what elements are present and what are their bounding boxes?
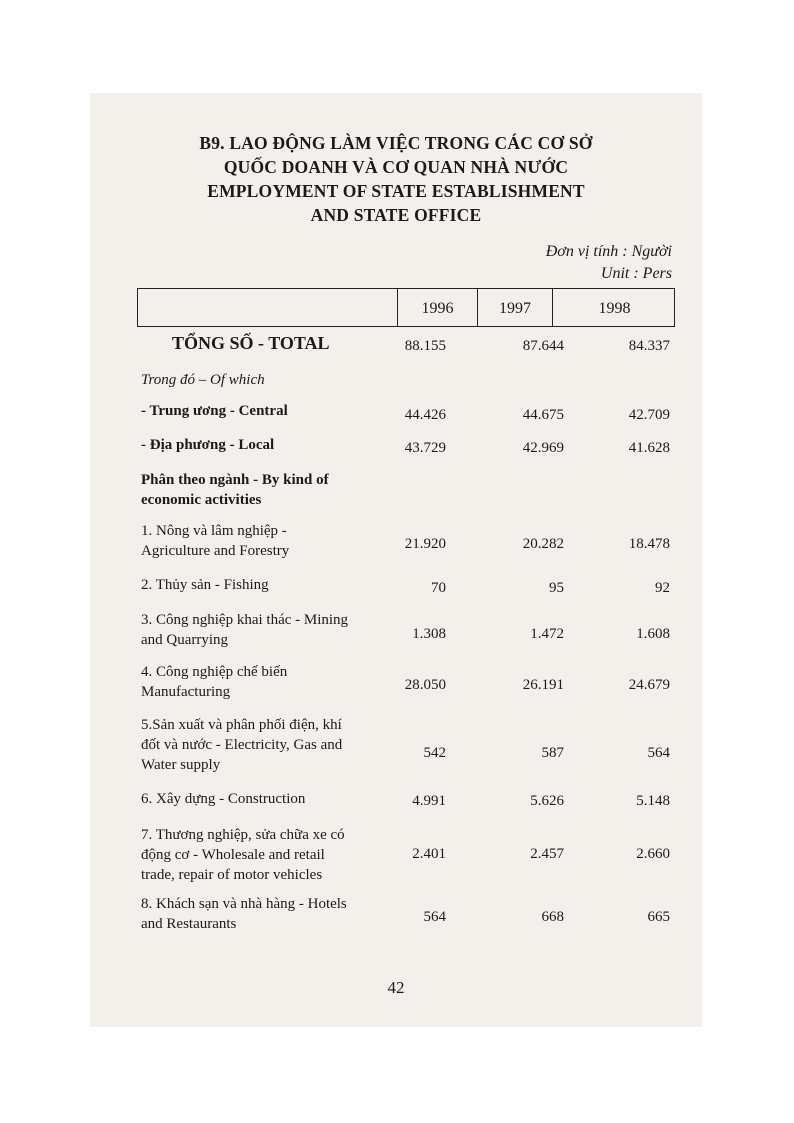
total-1998: 84.337 [628,338,670,354]
row-label-line: 6. Xây dựng - Construction [141,791,306,807]
row-value-1997: 5.626 [530,793,564,809]
row-value-1998: 2.660 [636,846,670,862]
table-title [90,131,702,227]
row-label [141,521,289,561]
central-1997: 44.675 [522,407,564,423]
row-value-1998: 564 [647,745,670,761]
table-header [137,288,675,327]
row-label-line: Agriculture and Forestry [141,543,290,559]
title-line-4: AND STATE OFFICE [310,205,482,225]
row-value-1998: 1.608 [636,626,670,642]
row-label-line: and Restaurants [141,916,237,932]
local-1998: 41.628 [628,440,670,456]
header-year-1996: 1996 [397,289,477,326]
header-year-1997: 1997 [477,289,552,326]
title-line-2: QUỐC DOANH VÀ CƠ QUAN NHÀ NƯỚC [223,157,569,177]
central-1998: 42.709 [628,407,670,423]
by-kind-label [141,470,329,510]
header-year-1998: 1998 [552,289,676,326]
row-label [141,894,347,934]
row-value-1997: 587 [541,745,564,761]
row-value-1996: 2.401 [412,846,446,862]
local-1997: 42.969 [522,440,564,456]
row-label-line: 8. Khách sạn và nhà hàng - Hotels [141,896,347,912]
row-value-1996: 1.308 [412,626,446,642]
row-label-line: 4. Công nghiệp chế biến [141,664,288,680]
total-1997: 87.644 [522,338,564,354]
title-line-1: B9. LAO ĐỘNG LÀM VIỆC TRONG CÁC CƠ SỞ [199,133,593,153]
row-value-1998: 92 [655,580,670,596]
local-1996: 43.729 [404,440,446,456]
row-label [141,662,287,702]
row-value-1996: 28.050 [404,677,446,693]
row-label-line: trade, repair of motor vehicles [141,867,323,883]
unit-english: Unit : Pers [600,265,672,282]
row-label-line: 7. Thương nghiệp, sửa chữa xe có [141,827,345,843]
row-value-1996: 4.991 [412,793,446,809]
of-which-label: Trong đó – Of which [141,372,265,388]
row-label-line: động cơ - Wholesale and retail [141,847,325,863]
row-value-1997: 20.282 [522,536,564,552]
local-label: - Địa phương - Local [141,437,275,453]
row-value-1996: 70 [431,580,446,596]
row-label-line: 1. Nông và lâm nghiệp - [141,523,287,539]
row-label-line: Water supply [141,757,221,773]
unit-vietnamese: Đơn vị tính : Người [545,243,672,260]
row-value-1997: 26.191 [522,677,564,693]
document-page [90,93,702,1027]
row-label-line: 2. Thủy sản - Fishing [141,577,269,593]
title-line-3: EMPLOYMENT OF STATE ESTABLISHMENT [207,181,585,201]
row-value-1998: 5.148 [636,793,670,809]
row-label-line: đốt và nước - Electricity, Gas and [141,737,343,753]
row-value-1996: 542 [423,745,446,761]
page-number: 42 [387,978,405,997]
row-value-1998: 24.679 [628,677,670,693]
by-kind-line-1: Phân theo ngành - By kind of [141,472,329,488]
row-value-1998: 665 [647,909,670,925]
row-value-1997: 668 [541,909,564,925]
row-label-line: Manufacturing [141,684,231,700]
row-value-1998: 18.478 [628,536,670,552]
row-label-line: and Quarrying [141,632,229,648]
row-value-1997: 1.472 [530,626,564,642]
row-label [141,715,342,775]
central-1996: 44.426 [404,407,446,423]
row-label [141,789,305,809]
total-1996: 88.155 [404,338,446,354]
row-label [141,610,348,650]
row-value-1996: 564 [423,909,446,925]
by-kind-line-2: economic activities [141,492,262,508]
row-label-line: 3. Công nghiệp khai thác - Mining [141,612,349,628]
row-label-line: 5.Sản xuất và phân phối điện, khí [141,717,342,733]
row-label [141,575,269,595]
row-value-1996: 21.920 [404,536,446,552]
row-label [141,825,345,885]
central-label: - Trung ương - Central [141,403,288,419]
row-value-1997: 95 [549,580,564,596]
total-label: TỔNG SỐ - TOTAL [172,333,330,353]
row-value-1997: 2.457 [530,846,564,862]
